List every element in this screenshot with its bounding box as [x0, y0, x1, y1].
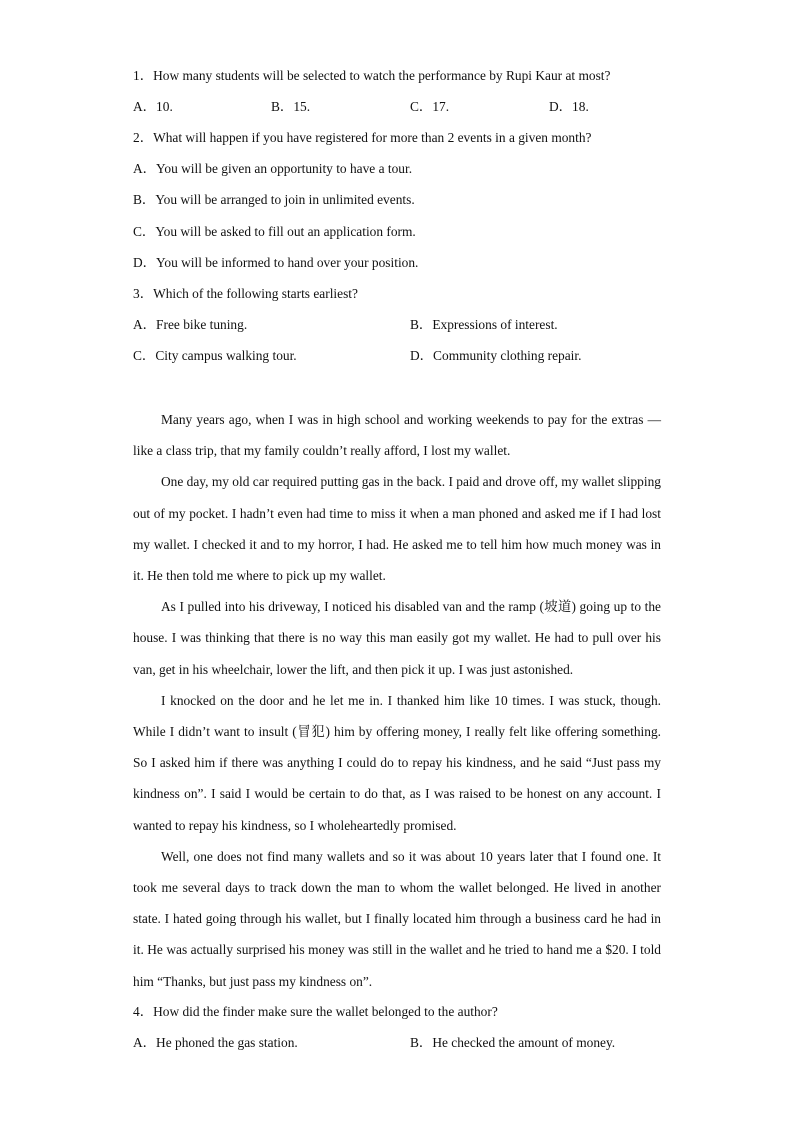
question-2-stem: 2．What will happen if you have registered for more than 2 events in a given month?	[133, 130, 592, 145]
question-2-option-a: A．You will be given an opportunity to have a tour.	[133, 161, 413, 176]
question-3-option-d: D．Community clothing repair.	[410, 348, 582, 363]
question-3-option-c: C．City campus walking tour.	[133, 348, 297, 363]
question-3-stem: 3．Which of the following starts earliest?	[133, 286, 358, 301]
question-1-option-d: D．18.	[549, 99, 589, 114]
passage-paragraph-1: Many years ago, when I was in high school and working weekends to pay for the extras — like a class trip, that my family couldn’t really afford, I lost my wallet.	[133, 412, 661, 459]
passage-paragraph-4: I knocked on the door and he let me in. I thanked him like 10 times. I was stuck, though. While I didn’t want to insult (冒犯) him by offering money, I really felt like offering something. So I asked him if there was anything I could do to repay his kindness, and he said “Just pass my kindness on”. I said I would be certain to do that, as I was raised to be honest on any account. I wanted to repay his kindness, so I wholeheartedly promised.	[133, 692, 661, 833]
question-1-stem: 1．How many students will be selected to watch the performance by Rupi Kaur at most?	[133, 68, 611, 83]
question-3-option-a: A．Free bike tuning.	[133, 317, 248, 332]
question-1-option-a: A．10.	[133, 99, 173, 114]
passage-paragraph-2: One day, my old car required putting gas in the back. I paid and drove off, my wallet slipping out of my pocket. I hadn’t even had time to miss it when a man phoned and asked me if I had lost my wallet. I checked it and to my horror, I had. He asked me to tell him how much money was in it. He then told me where to pick up my wallet.	[133, 474, 661, 584]
question-2-option-b: B．You will be arranged to join in unlimited events.	[133, 192, 415, 207]
question-3-option-b: B．Expressions of interest.	[410, 317, 558, 332]
question-4-option-b: B．He checked the amount of money.	[410, 1035, 616, 1050]
question-4-option-a: A．He phoned the gas station.	[133, 1035, 298, 1050]
question-4-stem: 4．How did the finder make sure the wallet belonged to the author?	[133, 1004, 498, 1019]
question-2-option-c: C．You will be asked to fill out an application form.	[133, 224, 416, 239]
reading-passage	[133, 404, 661, 997]
passage-paragraph-3: As I pulled into his driveway, I noticed his disabled van and the ramp (坡道) going up to the house. I was thinking that there is no way this man easily got my wallet. He had to pull over his van, get in his wheelchair, lower the lift, and then pick it up. I was just astonished.	[133, 599, 661, 677]
question-1-option-c: C．17.	[410, 99, 450, 114]
passage-paragraph-5: Well, one does not find many wallets and so it was about 10 years later that I found one. It took me several days to track down the man to whom the wallet belonged. He lived in another state. I hated going through his wallet, but I finally located him through a business card he had in it. He was actually surprised his money was still in the wallet and he tried to hand me a $20. I told him “Thanks, but just pass my kindness on”.	[133, 848, 661, 989]
question-2-option-d: D．You will be informed to hand over your position.	[133, 255, 419, 270]
question-1-option-b: B．15.	[271, 99, 311, 114]
